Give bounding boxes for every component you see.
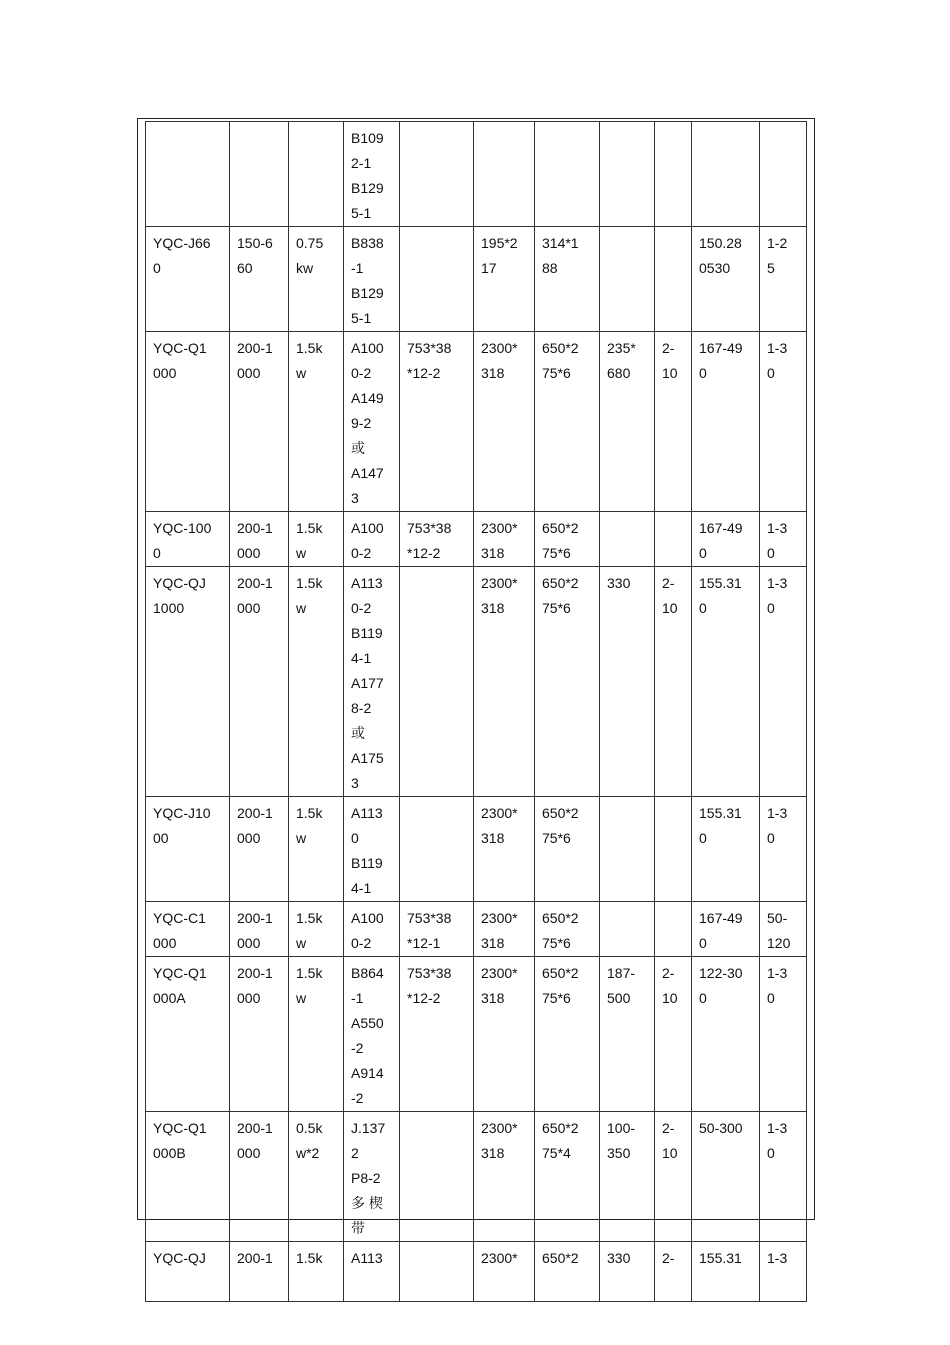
table-cell-belt: A100 0-2: [344, 512, 400, 567]
table-cell-range-b: 2-: [655, 1242, 692, 1302]
table-cell-size-b: 2300* 318: [474, 332, 535, 512]
table-cell-range-d: 1-2 5: [760, 227, 807, 332]
table-cell-size-a: [400, 1112, 474, 1242]
table-cell-size-b: 2300* 318: [474, 567, 535, 797]
table-cell-range-a: 187- 500: [600, 957, 655, 1112]
table-cell-size-a: [400, 1242, 474, 1302]
table-cell-range-b: 2- 10: [655, 567, 692, 797]
table-cell-size-b: 2300*: [474, 1242, 535, 1302]
table-cell-range-c: 167-49 0: [692, 512, 760, 567]
table-cell-power: 0.5k w*2: [289, 1112, 344, 1242]
table-cell-speed: 200-1 000: [230, 512, 289, 567]
table-cell-power: 1.5k w: [289, 332, 344, 512]
table-cell-size-b: 2300* 318: [474, 1112, 535, 1242]
table-cell-speed: [230, 122, 289, 227]
table-cell-range-b: 2- 10: [655, 1112, 692, 1242]
table-cell-speed: 200-1 000: [230, 1112, 289, 1242]
table-cell-belt: B109 2-1 B129 5-1: [344, 122, 400, 227]
table-cell-power: 1.5k w: [289, 902, 344, 957]
spec-table: [145, 121, 807, 1302]
table-cell-size-b: 2300* 318: [474, 957, 535, 1112]
table-cell-speed: 200-1 000: [230, 797, 289, 902]
table-cell-belt: J.137 2 P8-2 多 楔 带: [344, 1112, 400, 1242]
table-cell-size-a: 753*38 *12-2: [400, 512, 474, 567]
table-cell-size-c: 650*2 75*6: [535, 332, 600, 512]
table-cell-range-b: 2- 10: [655, 957, 692, 1112]
table-cell-model: YQC-C1 000: [146, 902, 230, 957]
table-cell-belt: A113: [344, 1242, 400, 1302]
table-row: [146, 902, 807, 957]
table-cell-power: 1.5k w: [289, 512, 344, 567]
table-cell-range-c: 167-49 0: [692, 902, 760, 957]
table-cell-size-a: [400, 797, 474, 902]
table-cell-model: YQC-100 0: [146, 512, 230, 567]
table-cell-range-c: 155.31 0: [692, 797, 760, 902]
table-cell-power: 1.5k: [289, 1242, 344, 1302]
table-cell-range-d: 1-3 0: [760, 797, 807, 902]
table-cell-range-b: 2- 10: [655, 332, 692, 512]
table-cell-model: [146, 122, 230, 227]
table-row: [146, 332, 807, 512]
table-cell-size-b: 2300* 318: [474, 512, 535, 567]
table-cell-range-a: [600, 797, 655, 902]
table-cell-size-b: 195*2 17: [474, 227, 535, 332]
table-cell-speed: 200-1 000: [230, 567, 289, 797]
table-cell-size-c: 650*2 75*6: [535, 512, 600, 567]
table-cell-power: 1.5k w: [289, 797, 344, 902]
table-cell-range-c: 50-300: [692, 1112, 760, 1242]
table-cell-size-a: [400, 227, 474, 332]
table-row: [146, 512, 807, 567]
table-cell-size-c: 650*2 75*6: [535, 902, 600, 957]
table-cell-range-b: [655, 122, 692, 227]
table-cell-size-c: [535, 122, 600, 227]
table-row: [146, 567, 807, 797]
table-cell-size-a: 753*38 *12-1: [400, 902, 474, 957]
table-cell-range-b: [655, 797, 692, 902]
table-cell-range-a: 235* 680: [600, 332, 655, 512]
table-cell-range-a: [600, 227, 655, 332]
table-cell-range-d: 1-3 0: [760, 1112, 807, 1242]
table-cell-size-c: 650*2 75*4: [535, 1112, 600, 1242]
table-cell-range-d: 50- 120: [760, 902, 807, 957]
table-cell-range-c: 155.31 0: [692, 567, 760, 797]
table-cell-range-b: [655, 512, 692, 567]
table-row: [146, 1112, 807, 1242]
table-row: [146, 797, 807, 902]
table-cell-speed: 200-1 000: [230, 902, 289, 957]
document-frame: [137, 118, 815, 1266]
table-cell-range-d: 1-3: [760, 1242, 807, 1302]
table-cell-size-c: 650*2 75*6: [535, 567, 600, 797]
table-cell-power: 1.5k w: [289, 567, 344, 797]
table-cell-size-c: 314*1 88: [535, 227, 600, 332]
table-cell-range-d: 1-3 0: [760, 957, 807, 1112]
table-cell-model: YQC-Q1 000: [146, 332, 230, 512]
table-cell-size-c: 650*2 75*6: [535, 797, 600, 902]
table-row: [146, 227, 807, 332]
table-row: [146, 957, 807, 1112]
table-cell-model: YQC-QJ: [146, 1242, 230, 1302]
table-cell-belt: A100 0-2: [344, 902, 400, 957]
table-cell-speed: 200-1 000: [230, 957, 289, 1112]
table-cell-size-c: 650*2: [535, 1242, 600, 1302]
table-row: [146, 122, 807, 227]
table-cell-range-d: 1-3 0: [760, 512, 807, 567]
table-cell-model: YQC-J66 0: [146, 227, 230, 332]
table-cell-belt: A100 0-2 A149 9-2 或 A147 3: [344, 332, 400, 512]
table-cell-size-a: 753*38 *12-2: [400, 332, 474, 512]
table-cell-power: 0.75 kw: [289, 227, 344, 332]
table-cell-power: 1.5k w: [289, 957, 344, 1112]
table-cell-size-a: [400, 122, 474, 227]
table-cell-range-a: 330: [600, 1242, 655, 1302]
table-cell-range-b: [655, 227, 692, 332]
table-cell-speed: 200-1 000: [230, 332, 289, 512]
table-cell-belt: A113 0-2 B119 4-1 A177 8-2 或 A175 3: [344, 567, 400, 797]
table-cell-range-c: 155.31: [692, 1242, 760, 1302]
table-cell-size-b: 2300* 318: [474, 902, 535, 957]
table-cell-range-c: 167-49 0: [692, 332, 760, 512]
table-cell-range-c: 150.28 0530: [692, 227, 760, 332]
table-cell-belt: A113 0 B119 4-1: [344, 797, 400, 902]
table-cell-range-d: 1-3 0: [760, 332, 807, 512]
table-cell-size-a: [400, 567, 474, 797]
table-cell-speed: 200-1: [230, 1242, 289, 1302]
table-cell-range-a: [600, 512, 655, 567]
table-cell-range-c: 122-30 0: [692, 957, 760, 1112]
table-cell-model: YQC-QJ 1000: [146, 567, 230, 797]
table-cell-model: YQC-J10 00: [146, 797, 230, 902]
table-cell-size-b: 2300* 318: [474, 797, 535, 902]
table-cell-range-d: 1-3 0: [760, 567, 807, 797]
table-row: [146, 1242, 807, 1302]
table-cell-belt: B864 -1 A550 -2 A914 -2: [344, 957, 400, 1112]
table-cell-range-a: 100- 350: [600, 1112, 655, 1242]
table-cell-range-a: 330: [600, 567, 655, 797]
table-cell-belt: B838 -1 B129 5-1: [344, 227, 400, 332]
table-cell-power: [289, 122, 344, 227]
table-cell-size-b: [474, 122, 535, 227]
table-cell-size-c: 650*2 75*6: [535, 957, 600, 1112]
table-cell-range-b: [655, 902, 692, 957]
table-cell-range-d: [760, 122, 807, 227]
table-cell-model: YQC-Q1 000B: [146, 1112, 230, 1242]
table-cell-speed: 150-6 60: [230, 227, 289, 332]
table-cell-range-a: [600, 902, 655, 957]
table-cell-range-a: [600, 122, 655, 227]
table-cell-model: YQC-Q1 000A: [146, 957, 230, 1112]
table-cell-range-c: [692, 122, 760, 227]
table-cell-size-a: 753*38 *12-2: [400, 957, 474, 1112]
